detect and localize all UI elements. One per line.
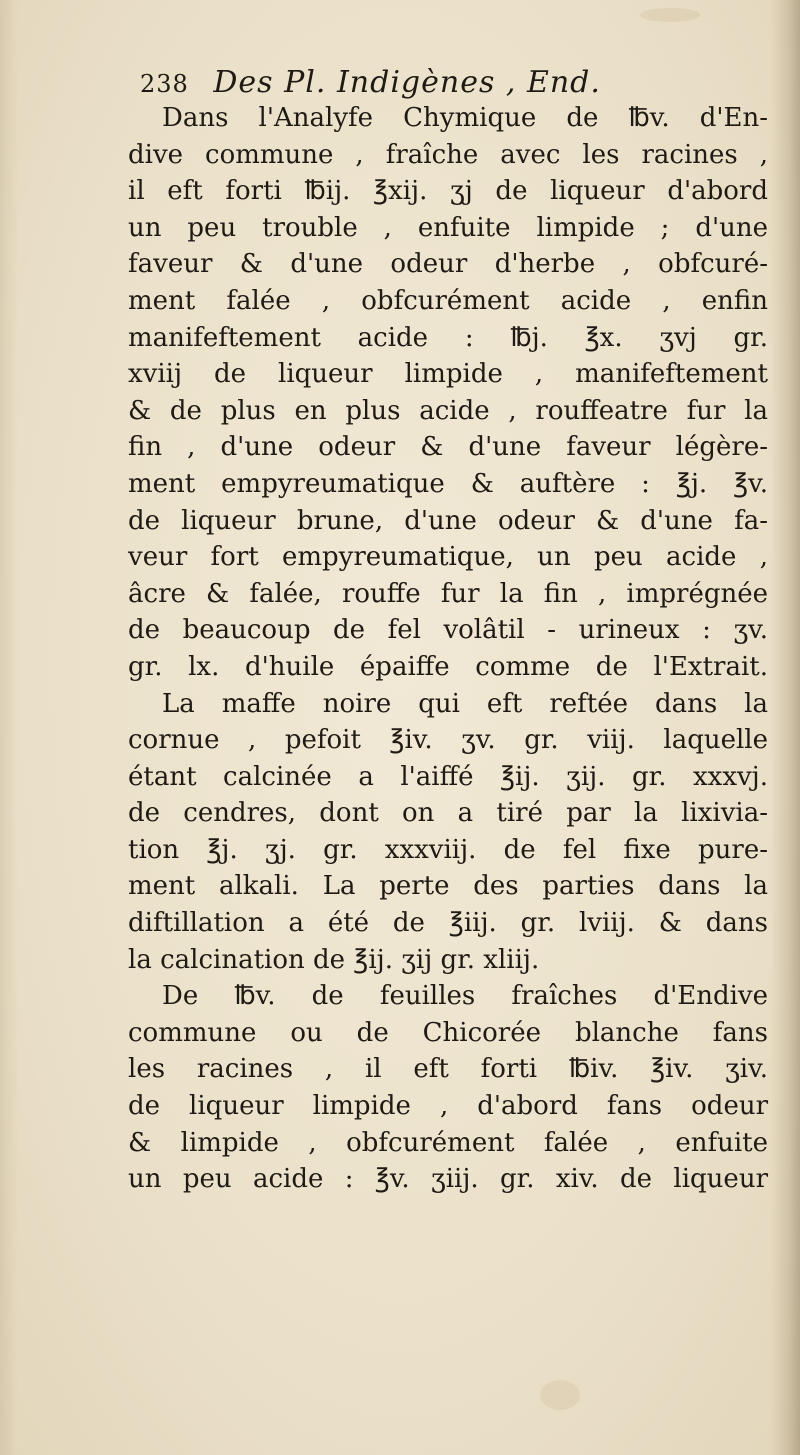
text-line: ment alkali. La perte des parties dans la xyxy=(128,871,768,902)
page-shadow-left xyxy=(0,0,18,1455)
running-title: Des Pl. Indigènes , End. xyxy=(213,65,601,100)
text-line: manifeftement acide : ℔j. ℥x. ʒvj gr. xyxy=(128,322,768,353)
text-line: ment empyreumatique & auftère : ℥j. ℥v. xyxy=(128,468,768,499)
page-number: 238 xyxy=(140,70,189,98)
text-line: de cendres, dont on a tiré par la lixivia- xyxy=(128,798,768,829)
text-line: de beaucoup de fel volâtil - urineux : ʒv. xyxy=(128,615,768,646)
text-line: de liqueur limpide , d'abord fans odeur xyxy=(128,1091,768,1122)
text-line: étant calcinée a l'aiffé ℥ij. ʒij. gr. xxxvj. xyxy=(128,761,768,792)
page-shadow-right xyxy=(770,0,800,1455)
text-line: les racines , il eft forti ℔iv. ℥iv. ʒiv. xyxy=(128,1054,768,1085)
text-line: cornue , pefoit ℥iv. ʒv. gr. viij. laquelle xyxy=(128,725,768,756)
paper-stain xyxy=(540,1380,580,1410)
paper-stain xyxy=(640,8,700,22)
text-line: de liqueur brune, d'une odeur & d'une fa- xyxy=(128,505,768,536)
text-line: gr. lx. d'huile épaiffe comme de l'Extrait. xyxy=(128,651,768,682)
text-line: & de plus en plus acide , rouffeatre fur la xyxy=(128,395,768,426)
text-line: faveur & d'une odeur d'herbe , obfcuré- xyxy=(128,249,768,280)
text-line: la calcination de ℥ij. ʒij gr. xliij. xyxy=(128,944,540,975)
text-line: fin , d'une odeur & d'une faveur légère- xyxy=(128,432,768,463)
text-line: un peu trouble , enfuite limpide ; d'une xyxy=(128,212,768,243)
text-line: La maffe noire qui eft reftée dans la xyxy=(162,688,768,719)
text-line: tion ℥j. ʒj. gr. xxxviij. de fel fixe pure- xyxy=(128,834,768,865)
text-line: un peu acide : ℥v. ʒiij. gr. xiv. de liqueur xyxy=(128,1164,768,1195)
text-line: ment falée , obfcurément acide , enfin xyxy=(128,285,768,316)
text-line: Dans l'Analyfe Chymique de ℔v. d'En- xyxy=(162,103,768,133)
text-line: & limpide , obfcurément falée , enfuite xyxy=(128,1127,768,1158)
text-line: âcre & falée, rouffe fur la fin , imprégnée xyxy=(128,578,768,609)
text-line: De ℔v. de feuilles fraîches d'Endive xyxy=(162,981,768,1012)
text-line: commune ou de Chicorée blanche fans xyxy=(128,1017,768,1048)
text-line: dive commune , fraîche avec les racines , xyxy=(128,139,768,170)
text-line: xviij de liqueur limpide , manifeftement xyxy=(128,359,768,390)
text-line: veur fort empyreumatique, un peu acide , xyxy=(128,542,768,573)
body-text xyxy=(128,100,768,1198)
text-line: il eft forti ℔ij. ℥xij. ʒj de liqueur d'abord xyxy=(128,176,768,207)
text-line: diftillation a été de ℥iij. gr. lviij. & dans xyxy=(128,908,768,939)
